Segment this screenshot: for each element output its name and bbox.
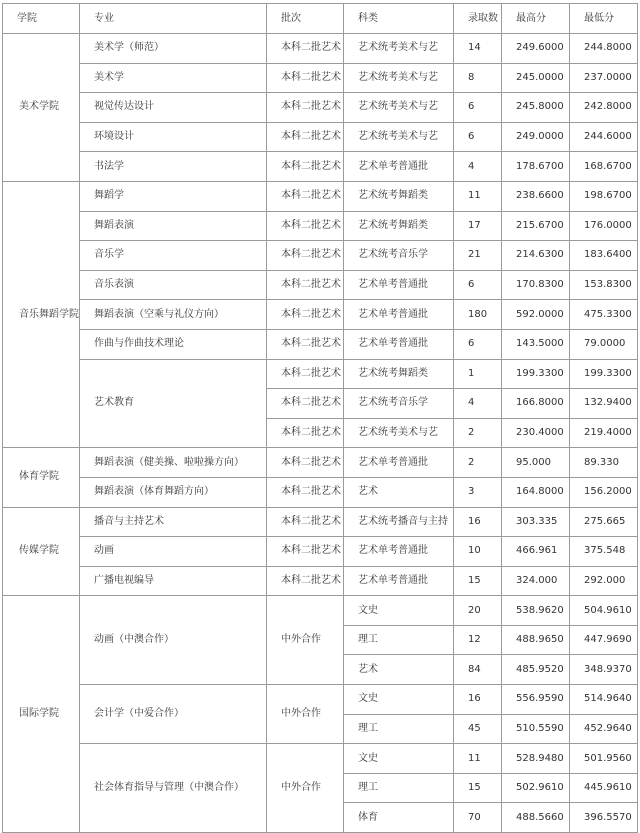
cell-highest: 466.961 — [502, 537, 570, 567]
cell-admitted: 6 — [454, 329, 502, 359]
cell-lowest: 348.9370 — [570, 655, 638, 685]
cell-highest: 143.5000 — [502, 329, 570, 359]
cell-major: 音乐学 — [80, 241, 267, 271]
table-row — [3, 211, 638, 241]
cell-lowest: 396.5570 — [570, 803, 638, 833]
table-row — [3, 566, 638, 596]
cell-lowest: 219.4000 — [570, 418, 638, 448]
cell-batch: 中外合作 — [267, 744, 344, 833]
cell-highest: 245.0000 — [502, 63, 570, 93]
cell-category: 艺术统考美术与艺 — [344, 34, 454, 64]
cell-lowest: 375.548 — [570, 537, 638, 567]
cell-highest: 214.6300 — [502, 241, 570, 271]
cell-lowest: 244.6000 — [570, 122, 638, 152]
cell-batch: 本科二批艺术 — [267, 477, 344, 507]
table-row — [3, 537, 638, 567]
cell-category: 艺术单考普通批 — [344, 300, 454, 330]
cell-admitted: 12 — [454, 625, 502, 655]
cell-category: 理工 — [344, 773, 454, 803]
cell-admitted: 14 — [454, 34, 502, 64]
cell-lowest: 89.330 — [570, 448, 638, 478]
cell-batch: 本科二批艺术 — [267, 211, 344, 241]
cell-batch: 本科二批艺术 — [267, 359, 344, 389]
cell-batch: 本科二批艺术 — [267, 329, 344, 359]
cell-lowest: 242.8000 — [570, 93, 638, 123]
cell-college: 国际学院 — [3, 596, 80, 833]
cell-lowest: 514.9640 — [570, 685, 638, 715]
header-row — [3, 4, 638, 34]
cell-category: 艺术统考播音与主持 — [344, 507, 454, 537]
cell-lowest: 244.8000 — [570, 34, 638, 64]
cell-lowest: 156.2000 — [570, 477, 638, 507]
cell-batch: 中外合作 — [267, 685, 344, 744]
cell-admitted: 45 — [454, 714, 502, 744]
cell-lowest: 445.9610 — [570, 773, 638, 803]
cell-batch: 本科二批艺术 — [267, 418, 344, 448]
cell-major: 会计学（中爱合作） — [80, 685, 267, 744]
header-category: 科类 — [344, 4, 454, 34]
cell-major: 播音与主持艺术 — [80, 507, 267, 537]
cell-admitted: 11 — [454, 744, 502, 774]
table-row — [3, 596, 638, 626]
cell-highest: 528.9480 — [502, 744, 570, 774]
cell-category: 理工 — [344, 714, 454, 744]
cell-admitted: 6 — [454, 270, 502, 300]
cell-college: 美术学院 — [3, 34, 80, 182]
cell-major: 舞蹈学 — [80, 181, 267, 211]
cell-category: 艺术统考舞蹈类 — [344, 181, 454, 211]
cell-lowest: 183.6400 — [570, 241, 638, 271]
table-row — [3, 329, 638, 359]
cell-lowest: 176.0000 — [570, 211, 638, 241]
cell-lowest: 452.9640 — [570, 714, 638, 744]
table-body — [3, 34, 638, 833]
cell-batch: 本科二批艺术 — [267, 122, 344, 152]
cell-major: 广播电视编导 — [80, 566, 267, 596]
cell-highest: 556.9590 — [502, 685, 570, 715]
header-admitted: 录取数 — [454, 4, 502, 34]
cell-college: 体育学院 — [3, 448, 80, 507]
cell-admitted: 6 — [454, 122, 502, 152]
cell-lowest: 447.9690 — [570, 625, 638, 655]
table-row — [3, 34, 638, 64]
cell-highest: 245.8000 — [502, 93, 570, 123]
cell-major: 音乐表演 — [80, 270, 267, 300]
cell-highest: 230.4000 — [502, 418, 570, 448]
cell-college: 音乐舞蹈学院 — [3, 181, 80, 447]
cell-batch: 本科二批艺术 — [267, 566, 344, 596]
cell-highest: 488.9650 — [502, 625, 570, 655]
cell-major: 艺术教育 — [80, 359, 267, 448]
cell-admitted: 3 — [454, 477, 502, 507]
cell-batch: 本科二批艺术 — [267, 63, 344, 93]
cell-category: 艺术统考舞蹈类 — [344, 359, 454, 389]
cell-highest: 238.6600 — [502, 181, 570, 211]
cell-category: 艺术统考美术与艺 — [344, 93, 454, 123]
cell-admitted: 6 — [454, 93, 502, 123]
cell-lowest: 292.000 — [570, 566, 638, 596]
cell-admitted: 2 — [454, 448, 502, 478]
cell-admitted: 15 — [454, 566, 502, 596]
cell-admitted: 84 — [454, 655, 502, 685]
cell-category: 艺术统考音乐学 — [344, 241, 454, 271]
cell-highest: 502.9610 — [502, 773, 570, 803]
cell-lowest: 504.9610 — [570, 596, 638, 626]
header-batch: 批次 — [267, 4, 344, 34]
cell-highest: 488.5660 — [502, 803, 570, 833]
cell-lowest: 475.3300 — [570, 300, 638, 330]
cell-category: 体育 — [344, 803, 454, 833]
header-major: 专业 — [80, 4, 267, 34]
table-row — [3, 300, 638, 330]
cell-category: 文史 — [344, 685, 454, 715]
cell-admitted: 4 — [454, 152, 502, 182]
cell-highest: 166.8000 — [502, 389, 570, 419]
cell-highest: 249.6000 — [502, 34, 570, 64]
table-row — [3, 448, 638, 478]
cell-admitted: 8 — [454, 63, 502, 93]
cell-major: 舞蹈表演（体育舞蹈方向） — [80, 477, 267, 507]
cell-admitted: 16 — [454, 507, 502, 537]
cell-batch: 本科二批艺术 — [267, 448, 344, 478]
cell-batch: 本科二批艺术 — [267, 537, 344, 567]
cell-category: 艺术单考普通批 — [344, 270, 454, 300]
cell-highest: 249.0000 — [502, 122, 570, 152]
cell-admitted: 4 — [454, 389, 502, 419]
table-row — [3, 181, 638, 211]
cell-batch: 本科二批艺术 — [267, 300, 344, 330]
cell-major: 动画 — [80, 537, 267, 567]
cell-admitted: 16 — [454, 685, 502, 715]
cell-lowest: 153.8300 — [570, 270, 638, 300]
cell-major: 舞蹈表演（健美操、啦啦操方向） — [80, 448, 267, 478]
cell-batch: 本科二批艺术 — [267, 34, 344, 64]
cell-lowest: 501.9560 — [570, 744, 638, 774]
cell-batch: 本科二批艺术 — [267, 93, 344, 123]
cell-batch: 本科二批艺术 — [267, 270, 344, 300]
table-row — [3, 122, 638, 152]
header-college: 学院 — [3, 4, 80, 34]
cell-highest: 164.8000 — [502, 477, 570, 507]
cell-admitted: 20 — [454, 596, 502, 626]
cell-batch: 本科二批艺术 — [267, 152, 344, 182]
cell-category: 艺术统考美术与艺 — [344, 418, 454, 448]
cell-admitted: 10 — [454, 537, 502, 567]
cell-lowest: 79.0000 — [570, 329, 638, 359]
cell-category: 艺术单考普通批 — [344, 329, 454, 359]
cell-admitted: 11 — [454, 181, 502, 211]
cell-batch: 本科二批艺术 — [267, 389, 344, 419]
table-row — [3, 241, 638, 271]
cell-admitted: 15 — [454, 773, 502, 803]
cell-admitted: 1 — [454, 359, 502, 389]
cell-lowest: 199.3300 — [570, 359, 638, 389]
cell-major: 舞蹈表演 — [80, 211, 267, 241]
table-row — [3, 685, 638, 715]
cell-category: 艺术单考普通批 — [344, 152, 454, 182]
cell-lowest: 198.6700 — [570, 181, 638, 211]
cell-major: 书法学 — [80, 152, 267, 182]
cell-category: 艺术统考音乐学 — [344, 389, 454, 419]
cell-highest: 170.8300 — [502, 270, 570, 300]
cell-college: 传媒学院 — [3, 507, 80, 596]
cell-major: 舞蹈表演（空乘与礼仪方向） — [80, 300, 267, 330]
cell-lowest: 275.665 — [570, 507, 638, 537]
table-row — [3, 507, 638, 537]
cell-highest: 215.6700 — [502, 211, 570, 241]
cell-highest: 485.9520 — [502, 655, 570, 685]
table-row — [3, 63, 638, 93]
cell-major: 美术学 — [80, 63, 267, 93]
cell-category: 艺术单考普通批 — [344, 537, 454, 567]
cell-category: 艺术统考美术与艺 — [344, 122, 454, 152]
table-row — [3, 152, 638, 182]
header-highest: 最高分 — [502, 4, 570, 34]
cell-highest: 178.6700 — [502, 152, 570, 182]
cell-highest: 324.000 — [502, 566, 570, 596]
cell-category: 艺术统考美术与艺 — [344, 63, 454, 93]
table-row — [3, 477, 638, 507]
cell-major: 视觉传达设计 — [80, 93, 267, 123]
cell-admitted: 21 — [454, 241, 502, 271]
cell-category: 艺术 — [344, 477, 454, 507]
cell-major: 美术学（师范） — [80, 34, 267, 64]
cell-major: 动画（中澳合作） — [80, 596, 267, 685]
table-row — [3, 744, 638, 774]
cell-highest: 199.3300 — [502, 359, 570, 389]
cell-highest: 538.9620 — [502, 596, 570, 626]
cell-category: 艺术单考普通批 — [344, 448, 454, 478]
cell-admitted: 180 — [454, 300, 502, 330]
cell-admitted: 70 — [454, 803, 502, 833]
cell-category: 艺术 — [344, 655, 454, 685]
cell-admitted: 2 — [454, 418, 502, 448]
cell-lowest: 237.0000 — [570, 63, 638, 93]
cell-lowest: 168.6700 — [570, 152, 638, 182]
cell-lowest: 132.9400 — [570, 389, 638, 419]
cell-major: 作曲与作曲技术理论 — [80, 329, 267, 359]
table-row — [3, 359, 638, 389]
header-lowest: 最低分 — [570, 4, 638, 34]
cell-highest: 95.000 — [502, 448, 570, 478]
cell-batch: 本科二批艺术 — [267, 241, 344, 271]
cell-batch: 本科二批艺术 — [267, 181, 344, 211]
cell-category: 文史 — [344, 744, 454, 774]
cell-category: 文史 — [344, 596, 454, 626]
cell-highest: 592.0000 — [502, 300, 570, 330]
table-row — [3, 93, 638, 123]
cell-batch: 中外合作 — [267, 596, 344, 685]
cell-major: 环境设计 — [80, 122, 267, 152]
cell-admitted: 17 — [454, 211, 502, 241]
cell-category: 理工 — [344, 625, 454, 655]
admission-scores-table — [2, 3, 638, 833]
cell-major: 社会体育指导与管理（中澳合作） — [80, 744, 267, 833]
table-row — [3, 270, 638, 300]
cell-highest: 303.335 — [502, 507, 570, 537]
cell-highest: 510.5590 — [502, 714, 570, 744]
cell-category: 艺术统考舞蹈类 — [344, 211, 454, 241]
cell-category: 艺术单考普通批 — [344, 566, 454, 596]
cell-batch: 本科二批艺术 — [267, 507, 344, 537]
